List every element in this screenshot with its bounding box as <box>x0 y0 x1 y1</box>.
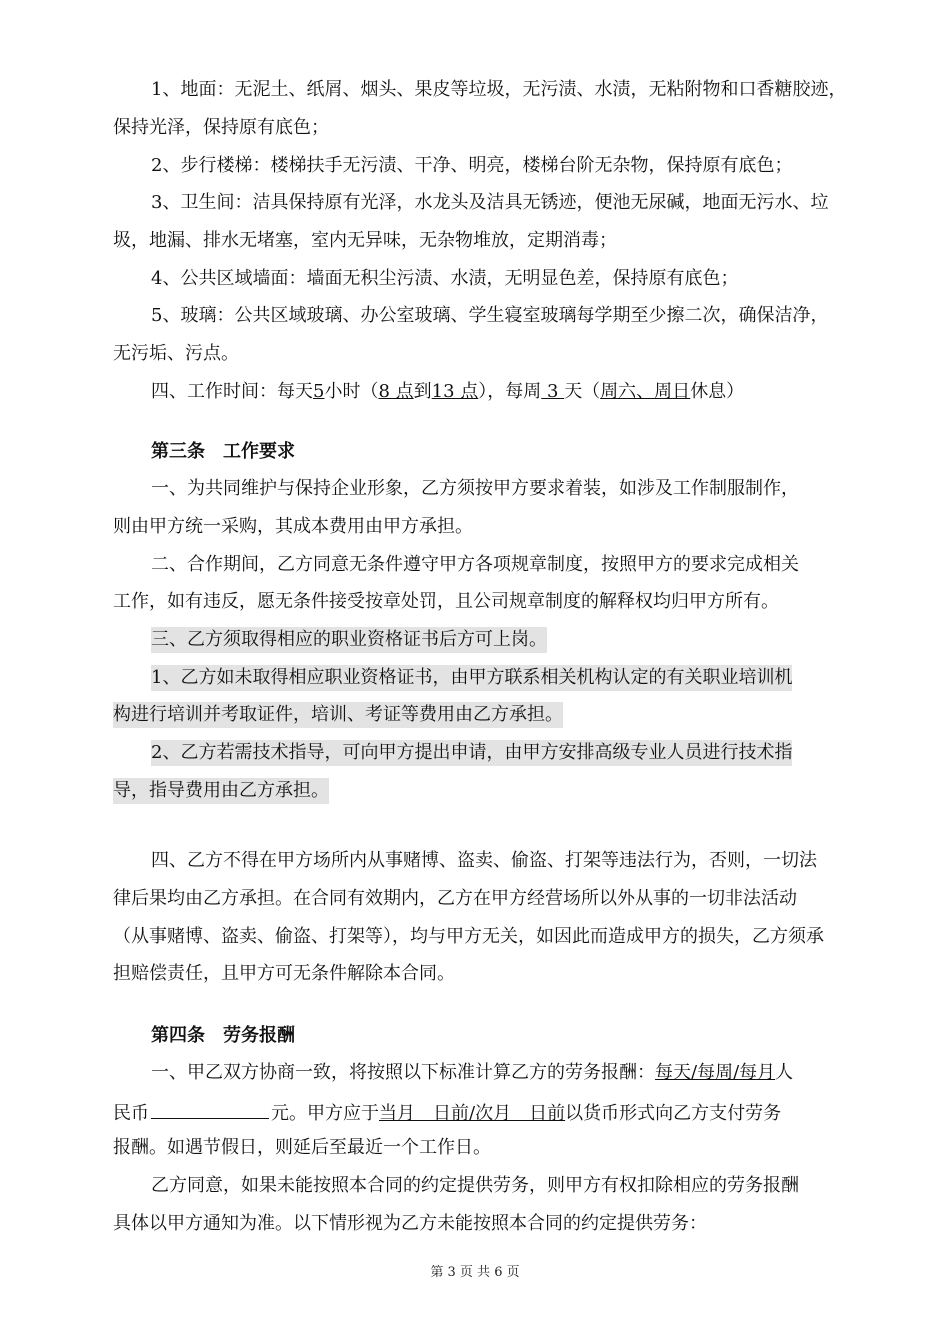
work-end: 13 点 <box>431 381 479 402</box>
article3-p3-2-line1: 2、乙方若需技术指导，可向甲方提出申请，由甲方安排高级专业人员进行技术指 <box>151 740 792 766</box>
wall-item: 4、公共区域墙面：墙面无积尘污渍、水渍，无明显色差，保持原有底色； <box>151 268 739 289</box>
amount-blank <box>151 1098 269 1119</box>
article3-p1-line1: 一、为共同维护与保持企业形象，乙方须按甲方要求着装，如涉及工作制服制作， <box>151 478 799 499</box>
pay-due-options: 当月 日前/次月 日前 <box>379 1103 566 1124</box>
article3-p1-line2: 则由甲方统一采购，其成本费用由甲方承担。 <box>113 516 473 537</box>
stairs-item: 2、步行楼梯：楼梯扶手无污渍、干净、明亮，楼梯台阶无杂物，保持原有底色； <box>151 155 793 176</box>
article3-title: 第三条 工作要求 <box>151 441 295 462</box>
article3-p2-line2: 工作，如有违反，愿无条件接受按章处罚，且公司规章制度的解释权均归甲方所有。 <box>113 591 779 612</box>
work-time-text2: 到 <box>413 381 432 402</box>
currency-label: 民币 <box>113 1103 149 1124</box>
work-time-line <box>151 379 744 405</box>
article4-p1-end: 人 <box>775 1062 794 1083</box>
work-start: 8 点 <box>378 381 414 402</box>
toilet-item-line2: 圾，地漏、排水无堵塞，室内无异味，无杂物堆放，定期消毒； <box>113 230 617 251</box>
article4-p2-line1: 乙方同意，如果未能按照本合同的约定提供劳务，则甲方有权扣除相应的劳务报酬 <box>151 1175 799 1196</box>
article4-p2-line2: 具体以甲方通知为准。以下情形视为乙方未能按照本合同的约定提供劳务： <box>113 1213 707 1234</box>
work-time-text5: 休息） <box>690 381 745 402</box>
article4-p1-line1 <box>151 1060 793 1086</box>
article3-p3-1-line2: 构进行培训并考取证件，培训、考证等费用由乙方承担。 <box>113 702 563 728</box>
article3-p4-line2: 律后果均由乙方承担。在合同有效期内，乙方在甲方经营场所以外从事的一切非法活动 <box>113 888 797 909</box>
glass-item-line2: 无污垢、污点。 <box>113 343 239 364</box>
glass-item-line1: 5、玻璃：公共区域玻璃、办公室玻璃、学生寝室玻璃每学期至少擦二次，确保洁净， <box>151 305 829 326</box>
work-time-text1: 小时（ <box>324 381 379 402</box>
article4-p1-line2 <box>113 1098 781 1127</box>
article3-p4-line3: （从事赌博、盗卖、偷盗、打架等），均与甲方无关，如因此而造成甲方的损失，乙方须承 <box>113 926 824 947</box>
article4-p1-text: 一、甲乙双方协商一致，将按照以下标准计算乙方的劳务报酬： <box>151 1062 655 1083</box>
amount-unit-text: 元。甲方应于 <box>271 1103 379 1124</box>
article3-p2-line1: 二、合作期间，乙方同意无条件遵守甲方各项规章制度，按照甲方的要求完成相关 <box>151 554 799 575</box>
work-time-text3: ），每周 <box>478 381 542 402</box>
page-footer: 第 3 页 共 6 页 <box>430 1265 520 1280</box>
article3-p3-1-line1: 1、乙方如未取得相应职业资格证书，由甲方联系相关机构认定的有关职业培训机 <box>151 665 792 691</box>
pay-method-text: 以货币形式向乙方支付劳务 <box>565 1103 782 1124</box>
article4-title: 第四条 劳务报酬 <box>151 1025 295 1046</box>
floor-item-line2: 保持光泽，保持原有底色； <box>113 117 329 138</box>
pay-period-options: 每天/每周/每月 <box>655 1062 776 1083</box>
toilet-item-line1: 3、卫生间：洁具保持原有光泽，水龙头及洁具无锈迹，便池无尿碱，地面无污水、垃 <box>151 192 829 213</box>
work-time-text4: 天（ <box>564 381 601 402</box>
work-time-prefix: 四、工作时间：每天 <box>151 381 313 402</box>
article4-p1-line3: 报酬。如遇节假日，则延后至最近一个工作日。 <box>113 1137 491 1158</box>
article3-p4-line1: 四、乙方不得在甲方场所内从事赌博、盗卖、偷盗、打架等违法行为，否则，一切法 <box>151 850 817 871</box>
work-hours: 5 <box>313 381 325 402</box>
work-days: 3 <box>541 381 565 402</box>
article3-p3: 三、乙方须取得相应的职业资格证书后方可上岗。 <box>151 627 547 653</box>
article3-p3-2-line2: 导，指导费用由乙方承担。 <box>113 778 329 804</box>
floor-item-line1: 1、地面：无泥土、纸屑、烟头、果皮等垃圾，无污渍、水渍，无粘附物和口香糖胶迹， <box>151 79 847 100</box>
rest-days: 周六、周日 <box>600 381 691 402</box>
article3-p4-line4: 担赔偿责任，且甲方可无条件解除本合同。 <box>113 963 455 984</box>
